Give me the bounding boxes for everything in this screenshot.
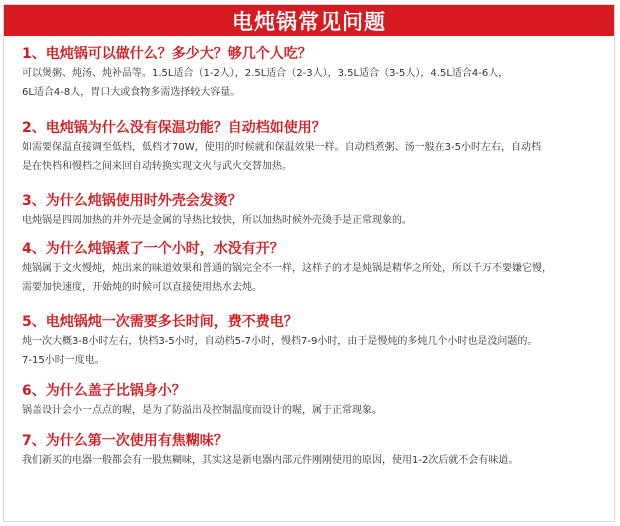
faq-question [22, 191, 612, 211]
faq-question [22, 381, 612, 401]
faq-answer-line: 炖锅属于文火慢炖，炖出来的味道效果和普通的锅完全不一样，这样子的才是炖锅是精华之所处，所以千万不要嫌它慢， [22, 263, 552, 274]
faq-question-text: 电炖锅可以做什么？多少大？够几个人吃？ [45, 46, 312, 62]
title-banner [4, 5, 614, 36]
faq-number: 4、 [22, 241, 46, 257]
faq-answer-line: 如需要保温直接调至低档，低档才70W，使用的时候就和保温效果一样。自动档煮粥、汤一般在3-5小时左右，自动档 [22, 142, 541, 153]
faq-item-6 [22, 381, 612, 420]
faq-answer-line: 电炖锅是四周加热的并外壳是金属的导热比较快，所以加热时候外壳烫手是正常现象的。 [22, 215, 412, 226]
faq-question-text: 为什么第一次使用有焦糊味？ [45, 433, 228, 449]
faq-question [22, 118, 612, 138]
faq-question-text: 为什么炖锅使用时外壳会发烫？ [45, 193, 242, 209]
faq-question-text: 为什么盖子比锅身小？ [45, 383, 186, 399]
faq-answer-line: 6L适合4-8人，胃口大或食物多需选择较大容量。 [22, 87, 241, 98]
faq-question [22, 431, 612, 451]
faq-answer-line: 需要加快速度，开始炖的时候可以直接使用热水去炖。 [22, 282, 262, 293]
faq-answer-line: 锅盖设计会小一点点的喔，是为了防溢出及控制温度而设计的喔，属于正常现象。 [22, 405, 382, 416]
faq-item-1 [22, 44, 612, 102]
faq-question-text: 为什么炖锅煮了一个小时，水没有开？ [45, 241, 284, 257]
faq-item-4 [22, 239, 612, 297]
faq-number: 3、 [22, 193, 46, 209]
faq-question-text: 电炖锅炖一次需要多长时间，费不费电？ [45, 314, 298, 330]
faq-answer-line: 我们新买的电器一般都会有一股焦糊味，其实这是新电器内部元件刚刚使用的原因，使用1-2次后就不会有味道。 [22, 455, 519, 466]
faq-question [22, 239, 612, 259]
faq-number: 6、 [22, 383, 46, 399]
faq-number: 2、 [22, 120, 46, 136]
faq-number: 7、 [22, 433, 46, 449]
faq-item-2 [22, 118, 612, 176]
faq-question [22, 44, 612, 64]
faq-question [22, 312, 612, 332]
faq-answer-line: 7-15小时一度电。 [22, 355, 105, 366]
faq-number: 5、 [22, 314, 46, 330]
page-title: 电炖锅常见问题 [232, 9, 386, 34]
faq-answer-line: 炖一次大概3-8小时左右，快档3-5小时，自动档5-7小时，慢档7-9小时，由于是慢炖的多炖几个小时也是没问题的。 [22, 336, 538, 347]
faq-item-3 [22, 191, 612, 230]
faq-answer-line: 是在快档和慢档之间来回自动转换实现文火与武火交替加热。 [22, 161, 292, 172]
faq-item-7 [22, 431, 612, 470]
faq-number: 1、 [22, 46, 46, 62]
faq-question-text: 电炖锅为什么没有保温功能？自动档如使用？ [45, 120, 326, 136]
faq-item-5 [22, 312, 612, 370]
faq-answer-line: 可以煲粥、炖汤、炖补品等。1.5L适合（1-2人），2.5L适合（2-3人），3.5L适合（3-5人），4.5L适合4-6人， [22, 68, 509, 79]
